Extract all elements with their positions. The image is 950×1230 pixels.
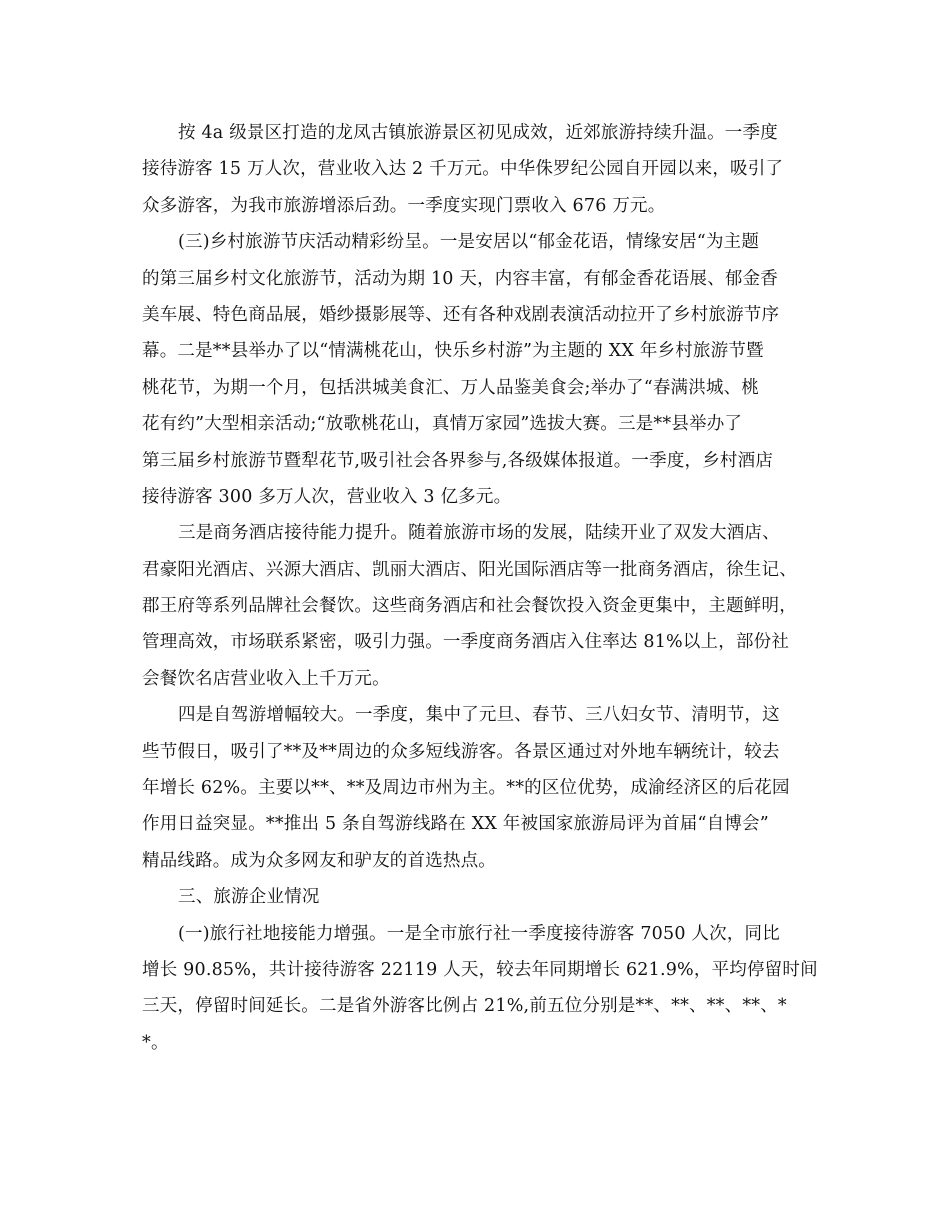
text-line: 第三届乡村旅游节暨犁花节,吸引社会各界参与,各级媒体报道。一季度，乡村酒店	[142, 450, 774, 471]
text-line: 众多游客，为我市旅游增添后劲。一季度实现门票收入 676 万元。	[142, 195, 666, 216]
text-line: 接待游客 15 万人次，营业收入达 2 千万元。中华侏罗纪公园自开园以来，吸引了	[142, 159, 784, 180]
text-line: 年增长 62%。主要以**、**及周边市州为主。**的区位优势，成渝经济区的后花园	[142, 778, 790, 799]
text-line: 郡王府等系列品牌社会餐饮。这些商务酒店和社会餐饮投入资金更集中，主题鲜明，	[142, 596, 797, 617]
text-line: 花有约”大型相亲活动;“放歌桃花山，真情万家园”选拔大赛。三是**县举办了	[142, 414, 743, 435]
text-line: (一)旅行社地接能力增强。一是全市旅行社一季度接待游客 7050 人次，同比	[178, 923, 780, 944]
text-line: 增长 90.85%，共计接待游客 22119 人天，较去年同期增长 621.9%，平均停留时间	[142, 959, 818, 980]
text-line: 四是自驾游增幅较大。一季度，集中了元旦、春节、三八妇女节、清明节，这	[178, 705, 780, 726]
text-line: 管理高效，市场联系紧密，吸引力强。一季度商务酒店入住率达 81%以上，部份社	[142, 632, 790, 653]
text-line: 三是商务酒店接待能力提升。随着旅游市场的发展，陆续开业了双发大酒店、	[178, 523, 780, 544]
text-line: 美车展、特色商品展，婚纱摄影展等、还有各种戏剧表演活动拉开了乡村旅游节序	[142, 304, 780, 325]
text-line: 会餐饮名店营业收入上千万元。	[142, 668, 390, 689]
text-line: 三天，停留时间延长。二是省外游客比例占 21%,前五位分别是**、**、**、**、*	[142, 996, 787, 1017]
text-line: 作用日益突显。**推出 5 条自驾游线路在 XX 年被国家旅游局评为首届“自博会”	[142, 814, 769, 835]
text-line: 君豪阳光酒店、兴源大酒店、凯丽大酒店、阳光国际酒店等一批商务酒店，徐生记、	[142, 559, 797, 580]
text-line: 按 4a 级景区打造的龙凤古镇旅游景区初见成效，近郊旅游持续升温。一季度	[178, 123, 778, 143]
text-line: 些节假日，吸引了**及**周边的众多短线游客。各景区通过对外地车辆统计，较去	[142, 741, 780, 762]
text-line: 接待游客 300 多万人次，营业收入 3 亿多元。	[142, 486, 512, 507]
text-line: (三)乡村旅游节庆活动精彩纷呈。一是安居以“郁金花语，情缘安居“为主题	[178, 232, 760, 253]
text-line: 的第三届乡村文化旅游节，活动为期 10 天，内容丰富，有郁金香花语展、郁金香	[142, 268, 778, 289]
text-line: *。	[142, 1032, 169, 1053]
section-heading: 三、旅游企业情况	[178, 887, 320, 908]
text-line: 桃花节，为期一个月，包括洪城美食汇、万人品鉴美食会;举办了“春满洪城、桃	[142, 377, 760, 398]
text-line: 精品线路。成为众多网友和驴友的首选热点。	[142, 850, 496, 871]
document-body	[142, 115, 818, 1061]
text-line: 幕。二是**县举办了以“情满桃花山，快乐乡村游”为主题的 XX 年乡村旅游节暨	[142, 341, 764, 362]
